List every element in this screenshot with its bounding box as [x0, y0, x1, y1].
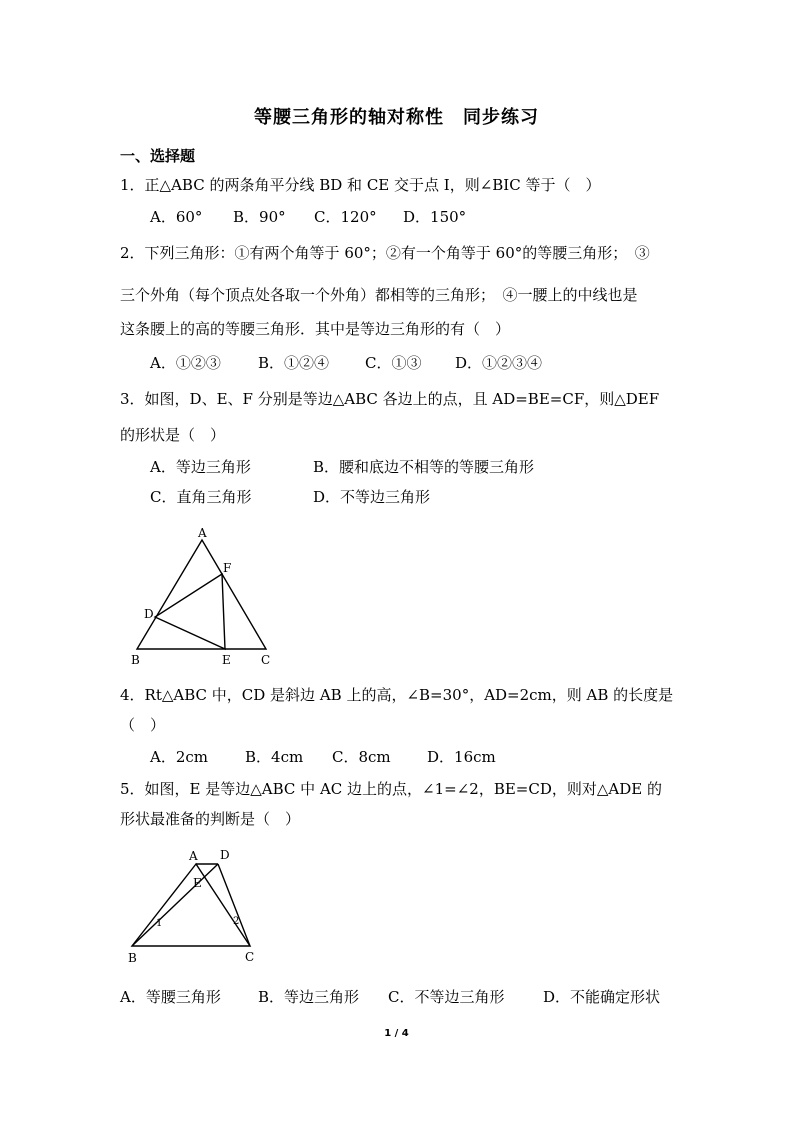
q2-option-c: C．①③: [365, 354, 422, 372]
q2-option-b: B．①②④: [258, 354, 330, 372]
q3-triangle-def: [155, 574, 225, 649]
q1-option-a: A．60°: [150, 208, 203, 226]
q4-line-1: 4．Rt△ABC 中，CD 是斜边 AB 上的高，∠B=30°，AD=2cm，则 AB 的长度是: [120, 686, 674, 704]
q2-line-2: 三个外角（每个顶点处各取一个外角）都相等的三角形； ④一腰上的中线也是: [120, 286, 638, 304]
q3-option-a: A．等边三角形: [150, 458, 251, 476]
q3-line-1: 3．如图，D、E、F 分别是等边△ABC 各边上的点，且 AD=BE=CF，则△DEF: [120, 390, 660, 408]
page-title: 等腰三角形的轴对称性 同步练习: [254, 107, 539, 128]
q3-label-a: A: [198, 526, 207, 540]
q5-label-e: E: [193, 876, 202, 890]
q5-triangle-abc: [132, 864, 250, 946]
q2-line-3: 这条腰上的高的等腰三角形．其中是等边三角形的有（ ）: [120, 320, 511, 338]
q5-label-d: D: [220, 848, 230, 862]
q3-line-2: 的形状是（ ）: [120, 426, 226, 444]
q3-option-c: C．直角三角形: [150, 488, 252, 506]
q3-label-c: C: [261, 653, 271, 667]
q2-line-1: 2．下列三角形：①有两个角等于 60°；②有一个角等于 60°的等腰三角形； ③: [120, 244, 650, 262]
q1-stem: 1．正△ABC 的两条角平分线 BD 和 CE 交于点 I，则∠BIC 等于（ ）: [120, 176, 601, 194]
q5-option-c: C．不等边三角形: [388, 988, 505, 1006]
page-number: 1 / 4: [384, 1028, 409, 1039]
section-heading: 一、选择题: [120, 147, 196, 165]
q5-angle-2-label: 2: [233, 916, 240, 927]
q5-triangle-figure: [120, 840, 270, 970]
q5-line-2: 形状最准备的判断是（ ）: [120, 810, 301, 828]
q4-option-c: C．8cm: [332, 748, 391, 766]
q5-option-a: A．等腰三角形: [120, 988, 221, 1006]
q4-option-d: D．16cm: [427, 748, 496, 766]
q4-option-b: B．4cm: [245, 748, 304, 766]
q1-option-d: D．150°: [403, 208, 467, 226]
q3-option-d: D．不等边三角形: [313, 488, 431, 506]
q2-option-a: A．①②③: [150, 354, 221, 372]
q5-option-d: D．不能确定形状: [543, 988, 661, 1006]
q1-option-c: C．120°: [314, 208, 377, 226]
q5-option-b: B．等边三角形: [258, 988, 360, 1006]
q3-label-e: E: [222, 653, 231, 667]
q5-line-1: 5．如图，E 是等边△ABC 中 AC 边上的点，∠1=∠2，BE=CD，则对△ADE 的: [120, 780, 662, 798]
q3-triangle-abc: [137, 540, 266, 649]
q5-label-b: B: [128, 951, 137, 965]
q5-angle-1-label: 1: [156, 918, 163, 929]
q3-label-f: F: [223, 561, 232, 575]
q4-line-2: （ ）: [120, 716, 166, 734]
q3-label-b: B: [131, 653, 140, 667]
q3-label-d: D: [144, 607, 154, 621]
q5-label-c: C: [245, 950, 255, 964]
q4-option-a: A．2cm: [150, 748, 209, 766]
q3-triangle-figure: [125, 522, 285, 672]
q3-option-b: B．腰和底边不相等的等腰三角形: [313, 458, 535, 476]
q1-option-b: B．90°: [233, 208, 286, 226]
q5-label-a: A: [189, 849, 198, 863]
q2-option-d: D．①②③④: [455, 354, 543, 372]
q5-segment-bd: [132, 864, 218, 946]
